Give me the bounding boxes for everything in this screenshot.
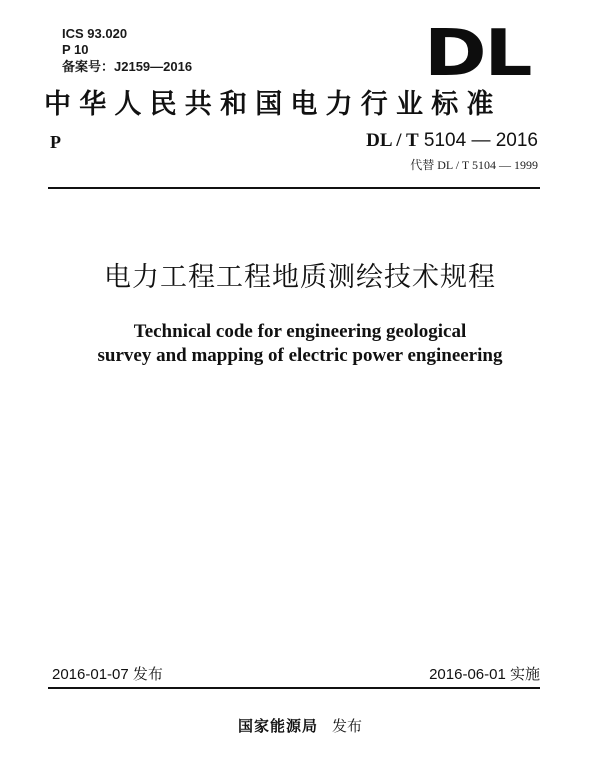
publisher-organization: 国家能源局 — [237, 717, 318, 735]
publisher-line — [0, 717, 600, 736]
top-divider — [48, 187, 540, 189]
bottom-divider — [48, 687, 540, 689]
record-number: 备案号：J2159—2016 — [62, 59, 193, 74]
standard-number — [366, 130, 538, 152]
issue-date: 2016-01-07 发布 — [52, 666, 163, 683]
classification-code: P 10 — [62, 42, 89, 57]
standard-number-prefix: DL / T — [366, 130, 419, 151]
replaces-note: 代替 DL / T 5104 — 1999 — [410, 158, 538, 172]
publisher-action: 发布 — [332, 717, 363, 735]
document-title-english-line1: Technical code for engineering geological — [133, 321, 467, 342]
implementation-date: 2016-06-01 实施 — [429, 666, 540, 683]
document-title-english-line2: survey and mapping of electric power engineering — [97, 345, 503, 366]
standard-category-letter: P — [50, 132, 61, 152]
ics-code: ICS 93.020 — [62, 26, 128, 41]
standard-type-heading: 中华人民共和国电力行业标准 — [44, 89, 502, 120]
dl-logo: DL — [424, 17, 531, 91]
document-title-chinese: 电力工程工程地质测绘技术规程 — [104, 262, 496, 293]
standard-number-value: 5104 — 2016 — [423, 130, 538, 151]
